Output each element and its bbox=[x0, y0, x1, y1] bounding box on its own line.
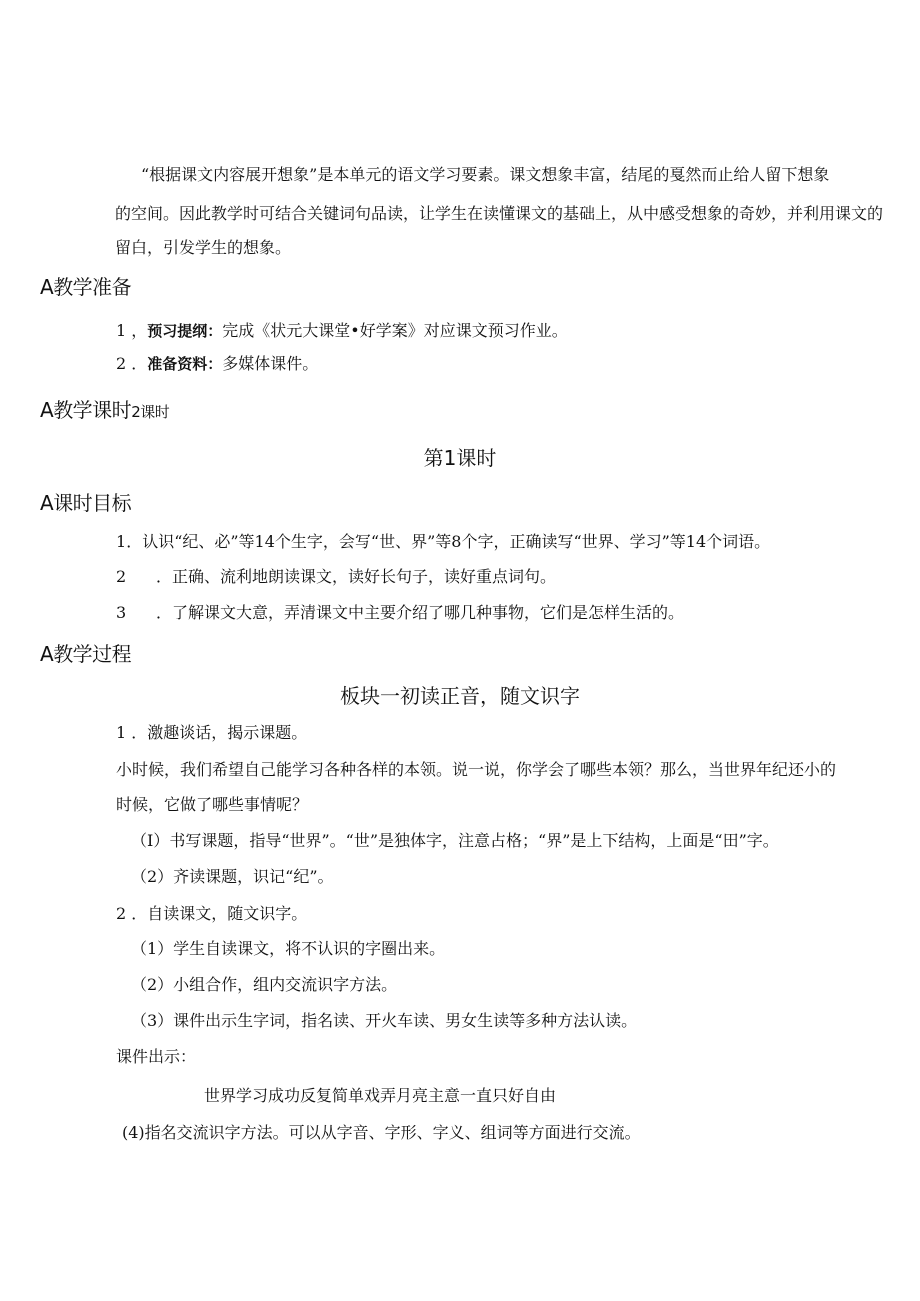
process-paragraph-line-1: 小时候，我们希望自己能学习各种各样的本领。说一说，你学会了哪些本领？那么，当世界年纪还小的 bbox=[116, 760, 837, 779]
section-heading-hours bbox=[40, 396, 169, 426]
section-heading-process bbox=[40, 640, 131, 668]
section-title: 教学准备 bbox=[53, 275, 132, 299]
process-step-2: 2 ．自读课文，随文识字。 bbox=[116, 904, 308, 923]
goal-item-1 bbox=[116, 531, 770, 553]
intro-line-2: 的空间。因此教学时可结合关键词句品读，让学生在读懂课文的基础上，从中感受想象的奇妙，并利用课文的 bbox=[115, 204, 884, 223]
goal-item-text: ．了解课文大意，弄清课文中主要介绍了哪几种事物，它们是怎样生活的。 bbox=[156, 603, 685, 622]
intro-line-1: “根据课文内容展开想象”是本单元的语文学习要素。课文想象丰富，结尾的戛然而止给人留下想象 bbox=[141, 165, 830, 184]
prep-item-1 bbox=[116, 320, 568, 342]
section-title: 教学课时 bbox=[53, 398, 132, 422]
lesson-title: 第1课时 bbox=[423, 446, 497, 470]
goal-item-number: 3 bbox=[116, 603, 127, 622]
goal-item-text: ．认识“纪、必”等14个生字，会写“世、界”等8个字，正确读写“世界、学习”等14个词语。 bbox=[126, 532, 771, 551]
section-heading-prep bbox=[40, 273, 131, 301]
prep-item-text: 完成《状元大课堂•好学案》对应课文预习作业。 bbox=[222, 321, 568, 340]
section-marker: A bbox=[40, 642, 54, 666]
process-sub-item-4: （2）小组合作，组内交流识字方法。 bbox=[131, 975, 398, 994]
prep-item-number: 2 ． bbox=[116, 354, 148, 373]
goal-item-number: 2 bbox=[116, 567, 127, 586]
goal-item-text: ．正确、流利地朗读课文，读好长句子，读好重点词句。 bbox=[156, 567, 557, 586]
goal-item-3 bbox=[116, 602, 684, 624]
goal-item-number: 1 bbox=[116, 532, 127, 551]
process-sub-item-5: （3）课件出示生字词，指名读、开火车读、男女生读等多种方法认读。 bbox=[131, 1011, 638, 1030]
goal-item-2 bbox=[116, 566, 556, 588]
prep-item-2 bbox=[116, 353, 318, 375]
section-title: 教学过程 bbox=[53, 642, 132, 666]
section-heading-goals bbox=[40, 489, 131, 517]
section-hours-value: 2课时 bbox=[131, 403, 170, 421]
process-step-1: 1 ．激趣谈话，揭示课题。 bbox=[116, 723, 308, 742]
process-sub-item-2: （2）齐读课题，识记“纪”。 bbox=[131, 867, 334, 886]
process-sub-item-1: （I）书写课题，指导“世界”。“世”是独体字，注意占格；“界”是上下结构，上面是“田”字。 bbox=[131, 831, 779, 850]
process-paragraph-line-2: 时候，它做了哪些事情呢？ bbox=[116, 795, 309, 814]
prep-item-number: 1 ， bbox=[116, 321, 148, 340]
section-title: 课时目标 bbox=[53, 491, 132, 515]
section-marker: A bbox=[40, 275, 54, 299]
intro-line-3: 留白，引发学生的想象。 bbox=[115, 238, 292, 257]
process-sub-item-3: （1）学生自读课文，将不认识的字圈出来。 bbox=[131, 939, 446, 958]
prep-item-label: 准备资料： bbox=[147, 355, 223, 373]
section-marker: A bbox=[40, 491, 54, 515]
section-marker: A bbox=[40, 398, 54, 422]
process-sub-item-6: (4)指名交流识字方法。可以从字音、字形、字义、组词等方面进行交流。 bbox=[122, 1123, 641, 1142]
block-title: 板块一初读正音，随文识字 bbox=[340, 684, 580, 708]
word-list: 世界学习成功反复简单戏弄月亮主意一直只好自由 bbox=[204, 1086, 557, 1105]
courseware-label: 课件出示： bbox=[116, 1047, 197, 1066]
prep-item-label: 预习提纲： bbox=[147, 322, 223, 340]
prep-item-text: 多媒体课件。 bbox=[222, 354, 319, 373]
